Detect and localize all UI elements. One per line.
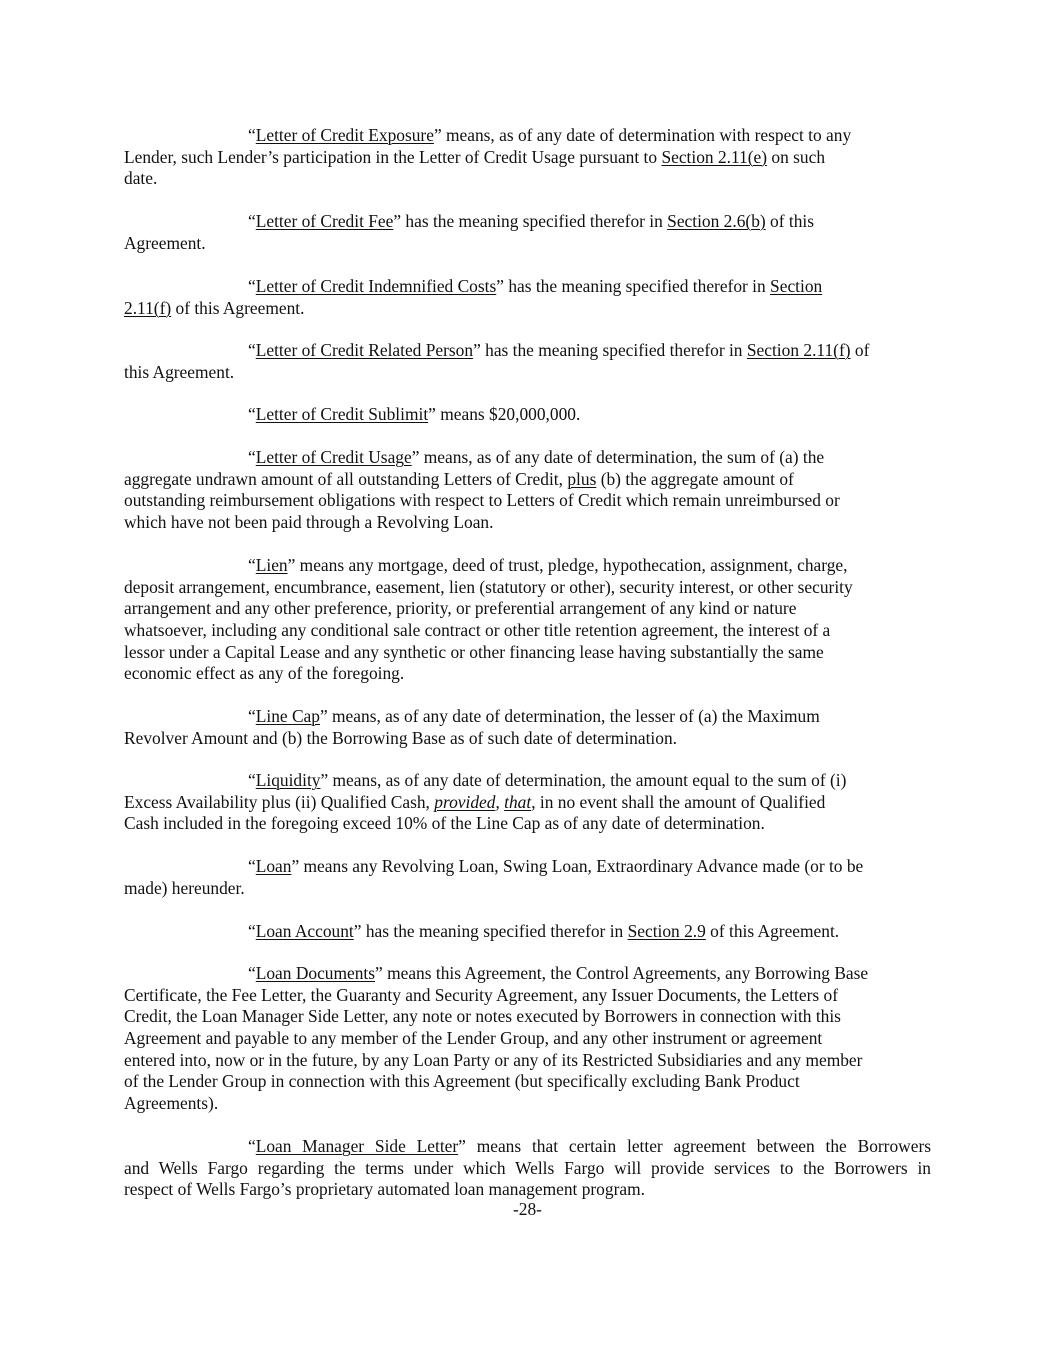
body-text: Agreement and payable to any member of the Lender Group, and any other instrument or agreement [124, 1028, 823, 1049]
text-line [124, 577, 931, 599]
text-line [124, 1006, 931, 1028]
body-text: outstanding reimbursement obligations with respect to Letters of Credit which remain unreimbursed or [124, 490, 840, 511]
defined-term-or-reference: Letter of Credit Usage [255, 447, 412, 467]
body-text: “ [248, 1136, 256, 1156]
text-line [124, 963, 931, 985]
definition-paragraph [124, 770, 931, 835]
body-text: ” means $20,000,000. [428, 404, 581, 424]
body-text: of the Lender Group in connection with this Agreement (but specifically excluding Bank Product [124, 1071, 800, 1092]
body-text: “ [248, 276, 256, 296]
text-line [124, 340, 931, 362]
text-line [124, 404, 931, 426]
body-text: “ [248, 211, 256, 231]
definition-paragraph [124, 447, 931, 534]
definition-paragraph [124, 276, 931, 319]
defined-term-or-reference: Loan Manager Side Letter [255, 1136, 459, 1156]
text-line [124, 1028, 931, 1050]
text-line [124, 706, 931, 728]
text-line [124, 1158, 931, 1180]
body-text: ” means, as of any date of determination, the sum of (a) the [411, 447, 825, 467]
text-line [124, 125, 931, 147]
body-text: Agreement. [124, 232, 206, 253]
definition-paragraph [124, 963, 931, 1115]
text-line [124, 1093, 931, 1115]
text-line [124, 663, 931, 685]
emphasis-text: provided [434, 791, 496, 812]
body-text: “ [248, 706, 256, 726]
body-text: this Agreement. [124, 361, 235, 382]
body-text: of [850, 340, 870, 360]
text-line [124, 469, 931, 491]
body-text: of this [765, 211, 814, 231]
body-text: , [495, 791, 505, 812]
body-text: Certificate, the Fee Letter, the Guaranty and Security Agreement, any Issuer Documents, the Letters of [124, 984, 838, 1005]
body-text: “ [248, 921, 256, 941]
body-text: Revolver Amount and (b) the Borrowing Base as of such date of determination. [124, 727, 677, 748]
defined-term-or-reference: Letter of Credit Sublimit [255, 404, 429, 424]
body-text: entered into, now or in the future, by any Loan Party or any of its Restricted Subsidiaries and any member [124, 1049, 863, 1070]
text-line [124, 921, 931, 943]
body-text: Lender, such Lender’s participation in the Letter of Credit Usage pursuant to [124, 146, 662, 167]
body-text: of this Agreement. [171, 297, 305, 318]
defined-term-or-reference: 2.11(f) [124, 297, 172, 318]
text-line [124, 642, 931, 664]
body-text: ” means, as of any date of determination, the lesser of (a) the Maximum [319, 706, 820, 726]
defined-term-or-reference: plus [567, 468, 597, 489]
text-line [124, 211, 931, 233]
body-text: Cash included in the foregoing exceed 10% of the Line Cap as of any date of determination. [124, 813, 765, 834]
body-text: Credit, the Loan Manager Side Letter, any note or notes executed by Borrowers in connection with this [124, 1006, 841, 1027]
defined-term-or-reference: Section 2.6(b) [667, 211, 766, 231]
definition-paragraph [124, 921, 931, 943]
text-line [124, 770, 931, 792]
text-line [124, 813, 931, 835]
body-text: ” means any Revolving Loan, Swing Loan, Extraordinary Advance made (or to be [291, 856, 864, 876]
body-text: respect of Wells Fargo’s proprietary automated loan management program. [124, 1179, 645, 1200]
text-line [124, 168, 931, 190]
definition-paragraph [124, 404, 931, 426]
text-line [124, 147, 931, 169]
defined-term-or-reference: Letter of Credit Fee [255, 211, 394, 231]
text-line [124, 276, 931, 298]
body-text: arrangement and any other preference, priority, or preferential arrangement of any kind or nature [124, 598, 797, 619]
defined-term-or-reference: Letter of Credit Indemnified Costs [255, 276, 497, 296]
text-line [124, 985, 931, 1007]
body-text: “ [248, 125, 256, 145]
text-line [124, 1050, 931, 1072]
page-number: -28- [513, 1199, 542, 1219]
defined-term-or-reference: Letter of Credit Related Person [255, 340, 474, 360]
defined-term-or-reference: Loan Documents [255, 963, 376, 983]
body-text: deposit arrangement, encumbrance, easement, lien (statutory or other), security interest, or other security [124, 576, 853, 597]
text-line [124, 233, 931, 255]
text-line [124, 512, 931, 534]
defined-term-or-reference: Letter of Credit Exposure [255, 125, 434, 145]
text-line [124, 362, 931, 384]
definition-paragraph [124, 555, 931, 685]
body-text: ” has the meaning specified therefor in [473, 340, 747, 360]
text-line [124, 620, 931, 642]
body-text: “ [248, 404, 256, 424]
definition-paragraph [124, 856, 931, 899]
defined-term-or-reference: Section 2.9 [627, 921, 706, 941]
text-line [124, 1179, 931, 1201]
body-text: , in no event shall the amount of Qualified [531, 791, 826, 812]
definition-paragraph [124, 340, 931, 383]
defined-term-or-reference: Liquidity [255, 770, 321, 790]
text-line [124, 728, 931, 750]
defined-term-or-reference: Lien [255, 555, 288, 575]
definition-paragraph [124, 1136, 931, 1201]
body-text: lessor under a Capital Lease and any synthetic or other financing lease having substantially the same [124, 641, 824, 662]
text-line [124, 1071, 931, 1093]
text-line [124, 598, 931, 620]
defined-term-or-reference: Section 2.11(f) [746, 340, 851, 360]
body-text: economic effect as any of the foregoing. [124, 663, 405, 684]
text-line [124, 555, 931, 577]
text-line [124, 856, 931, 878]
body-text: on such [767, 146, 826, 167]
defined-term-or-reference: Loan [255, 856, 292, 876]
body-text: ” has the meaning specified therefor in [496, 276, 771, 296]
text-line [124, 298, 931, 320]
body-text: Agreements). [124, 1093, 219, 1114]
defined-term-or-reference: Loan Account [255, 921, 354, 941]
body-text: ” means any mortgage, deed of trust, pledge, hypothecation, assignment, charge, [287, 555, 848, 575]
emphasis-text: that [504, 791, 532, 812]
defined-term-or-reference: Section [770, 276, 823, 296]
body-text: “ [248, 447, 256, 467]
body-text: ” means that certain letter agreement between the Borrowers [458, 1136, 931, 1156]
body-text: Excess Availability plus (ii) Qualified Cash, [124, 791, 435, 812]
body-text: ” has the meaning specified therefor in [353, 921, 628, 941]
body-text: aggregate undrawn amount of all outstanding Letters of Credit, [124, 468, 568, 489]
body-text: whatsoever, including any conditional sale contract or other title retention agreement, the interest of a [124, 620, 831, 641]
body-text: “ [248, 856, 256, 876]
text-line [124, 490, 931, 512]
body-text: which have not been paid through a Revolving Loan. [124, 512, 494, 533]
text-line [124, 878, 931, 900]
body-text: “ [248, 340, 256, 360]
body-text: “ [248, 555, 256, 575]
body-text: (b) the aggregate amount of [596, 468, 794, 489]
body-text: date. [124, 168, 158, 189]
text-line [124, 1136, 931, 1158]
body-text: “ [248, 770, 256, 790]
body-text: ” has the meaning specified therefor in [393, 211, 668, 231]
text-line [124, 447, 931, 469]
body-text: made) hereunder. [124, 877, 245, 898]
body-text: ” means this Agreement, the Control Agreements, any Borrowing Base [375, 963, 869, 983]
body-text: of this Agreement. [705, 921, 840, 941]
definition-paragraph [124, 125, 931, 190]
text-line [124, 792, 931, 814]
body-text: ” means, as of any date of determination, the amount equal to the sum of (i) [320, 770, 847, 790]
defined-term-or-reference: Line Cap [255, 706, 320, 726]
definition-paragraph [124, 211, 931, 254]
body-text: “ [248, 963, 256, 983]
body-text: and Wells Fargo regarding the terms under which Wells Fargo will provide services to the Borrowers in [124, 1157, 931, 1178]
body-text: ” means, as of any date of determination with respect to any [433, 125, 852, 145]
definition-paragraph [124, 706, 931, 749]
defined-term-or-reference: Section 2.11(e) [661, 146, 768, 167]
